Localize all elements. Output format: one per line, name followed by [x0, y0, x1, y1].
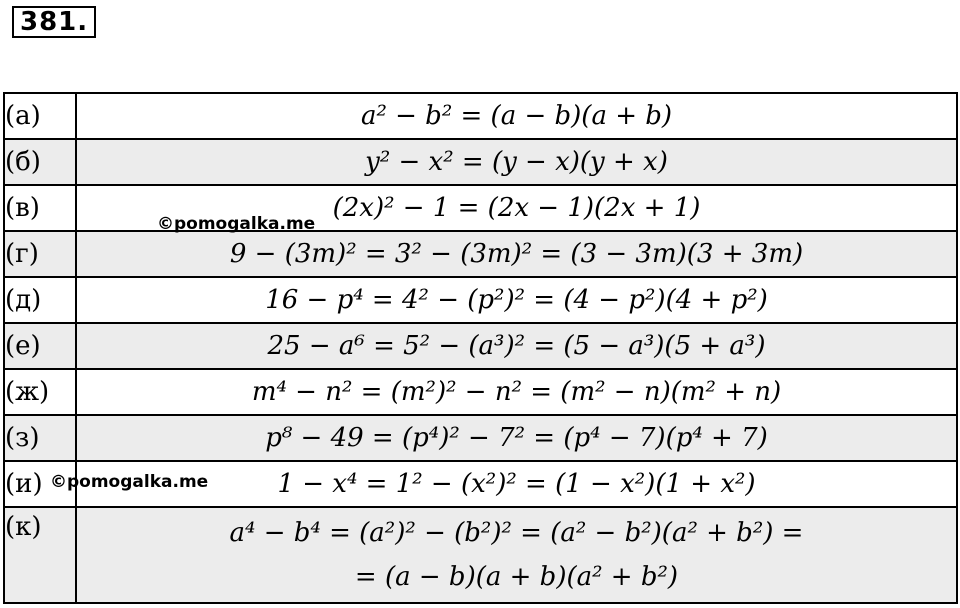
problem-number: 381. — [12, 6, 96, 38]
row-label: (к) — [4, 507, 76, 603]
row-label: (д) — [4, 277, 76, 323]
row-formula: (2x)² − 1 = (2x − 1)(2x + 1) — [76, 185, 957, 231]
row-formula: p⁸ − 49 = (p⁴)² − 7² = (p⁴ − 7)(p⁴ + 7) — [76, 415, 957, 461]
table-row — [4, 277, 957, 323]
answers-table — [3, 92, 958, 604]
row-label: (б) — [4, 139, 76, 185]
table-row — [4, 415, 957, 461]
table-row — [4, 369, 957, 415]
table-row — [4, 93, 957, 139]
row-label: (г) — [4, 231, 76, 277]
row-formula: 25 − a⁶ = 5² − (a³)² = (5 − a³)(5 + a³) — [76, 323, 957, 369]
table-row — [4, 231, 957, 277]
row-formula: 9 − (3m)² = 3² − (3m)² = (3 − 3m)(3 + 3m) — [76, 231, 957, 277]
row-label: (в) — [4, 185, 76, 231]
row-label: (з) — [4, 415, 76, 461]
watermark-text: ©pomogalka.me — [157, 214, 316, 234]
table-row — [4, 139, 957, 185]
row-label: (и) — [4, 461, 76, 507]
row-label: (е) — [4, 323, 76, 369]
table-row — [4, 185, 957, 231]
row-formula: a² − b² = (a − b)(a + b) — [76, 93, 957, 139]
row-formula: a⁴ − b⁴ = (a²)² − (b²)² = (a² − b²)(a² + b²) = = (a − b)(a + b)(a² + b²) — [76, 507, 957, 603]
row-label: (а) — [4, 93, 76, 139]
row-formula: 1 − x⁴ = 1² − (x²)² = (1 − x²)(1 + x²) — [76, 461, 957, 507]
watermark-text: ©pomogalka.me — [50, 472, 209, 492]
row-formula: y² − x² = (y − x)(y + x) — [76, 139, 957, 185]
table-row — [4, 507, 957, 603]
row-label: (ж) — [4, 369, 76, 415]
row-formula: m⁴ − n² = (m²)² − n² = (m² − n)(m² + n) — [76, 369, 957, 415]
row-formula: 16 − p⁴ = 4² − (p²)² = (4 − p²)(4 + p²) — [76, 277, 957, 323]
table-row — [4, 323, 957, 369]
